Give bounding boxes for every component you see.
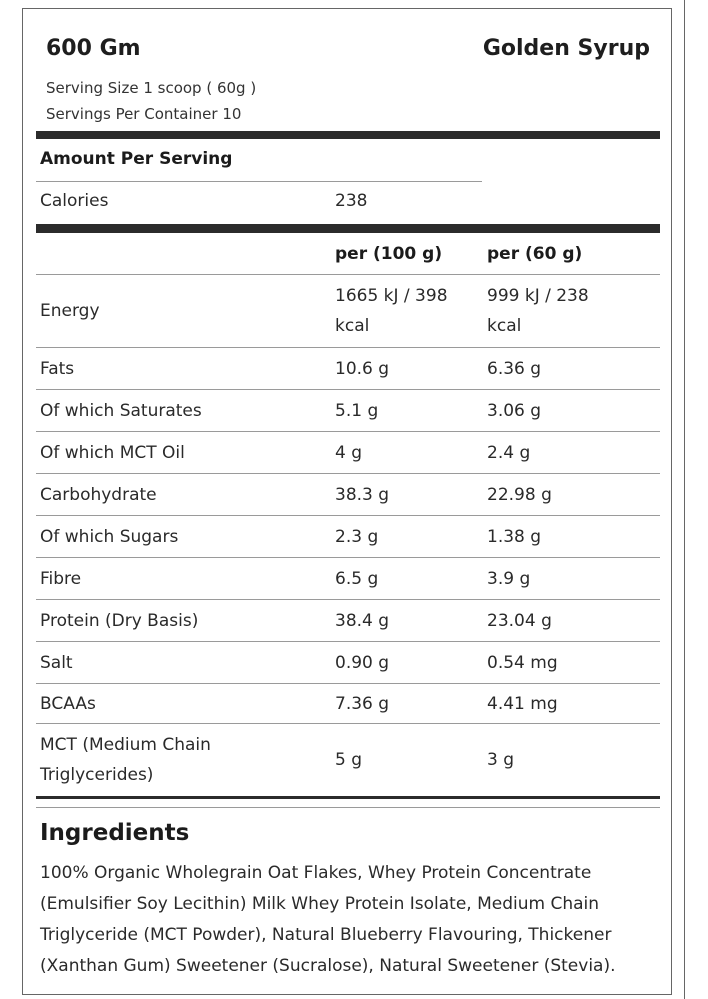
ingredients-text: 100% Organic Wholegrain Oat Flakes, Whey Protein Concentrate (Emulsifier Soy Lecithin) Milk Whey Protein Isolate, Medium Chain Triglyceride (MCT Powder), Natural Blueberry Flavouring, Thickener (Xanthan Gum) Sweetener (Sucralose), Natural Sweetener (Stevia). [40,863,616,976]
nutrient-name: BCAAs [40,693,96,714]
row-divider [36,723,660,724]
servings-per-container: Servings Per Container 10 [46,105,242,123]
serving-size: Serving Size 1 scoop ( 60g ) [46,79,257,97]
value-per-60g: 3 g [487,750,515,770]
row-divider [36,515,660,516]
value-per-60g: kcal [487,316,522,336]
divider [36,181,482,182]
nutrient-name: Triglycerides) [40,765,154,785]
row-divider [36,347,660,348]
value-per-100g: 2.3 g [335,526,379,547]
value-per-60g: 999 kJ / 238 [487,286,589,306]
value-per-60g: 23.04 g [487,610,552,631]
right-edge-line [684,0,685,999]
nutrient-name: Fibre [40,568,82,589]
amount-per-serving-heading: Amount Per Serving [40,149,233,169]
column-header-per-100g: per (100 g) [335,244,443,264]
value-per-60g: 4.41 mg [487,693,558,714]
value-per-60g: 1.38 g [487,526,542,547]
row-divider [36,641,660,642]
thick-divider [36,224,660,233]
product-size: 600 Gm [46,36,141,61]
ingredients-title: Ingredients [40,820,190,846]
nutrient-name: Salt [40,652,73,673]
thick-divider [36,131,660,139]
calories-value: 238 [335,191,368,211]
row-divider [36,473,660,474]
value-per-100g: 10.6 g [335,358,390,379]
value-per-60g: 2.4 g [487,442,531,463]
row-divider [36,599,660,600]
divider [36,807,660,808]
value-per-100g: kcal [335,316,370,336]
table-bottom-divider [36,796,660,799]
nutrient-name: MCT (Medium Chain [40,735,211,755]
row-divider [36,683,660,684]
nutrient-name: Of which Sugars [40,526,179,547]
nutrient-name: Carbohydrate [40,484,157,505]
nutrient-name: Of which MCT Oil [40,442,185,463]
value-per-100g: 4 g [335,442,363,463]
calories-label: Calories [40,191,109,211]
product-flavor: Golden Syrup [482,36,650,61]
value-per-60g: 3.06 g [487,400,542,421]
nutrient-name: Protein (Dry Basis) [40,610,199,631]
value-per-60g: 0.54 mg [487,652,558,673]
value-per-100g: 5 g [335,750,363,770]
divider [36,274,660,275]
value-per-100g: 6.5 g [335,568,379,589]
row-divider [36,389,660,390]
column-header-per-60g: per (60 g) [487,244,583,264]
value-per-100g: 38.4 g [335,610,390,631]
value-per-60g: 3.9 g [487,568,531,589]
nutrient-name: Energy [40,301,100,321]
row-divider [36,557,660,558]
value-per-100g: 5.1 g [335,400,379,421]
value-per-60g: 6.36 g [487,358,542,379]
nutrient-name: Fats [40,358,75,379]
value-per-100g: 38.3 g [335,484,390,505]
value-per-100g: 7.36 g [335,693,390,714]
value-per-100g: 0.90 g [335,652,390,673]
nutrient-name: Of which Saturates [40,400,202,421]
value-per-60g: 22.98 g [487,484,552,505]
value-per-100g: 1665 kJ / 398 [335,286,448,306]
row-divider [36,431,660,432]
